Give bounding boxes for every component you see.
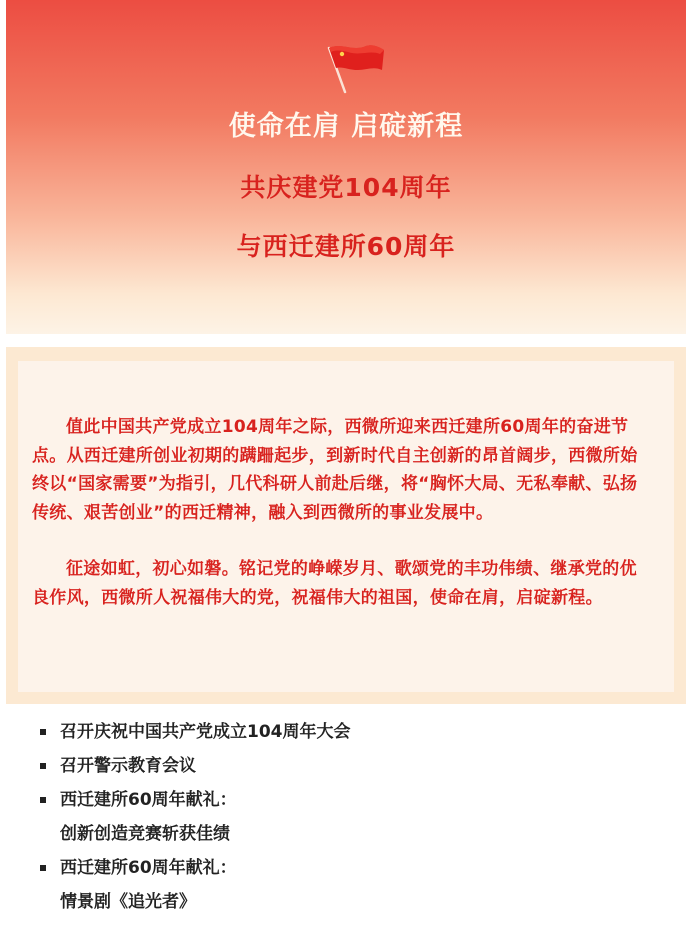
bullet-icon: [40, 729, 46, 735]
list-item-3[interactable]: [0, 786, 698, 848]
list-item-title[interactable]: 西迁建所60周年献礼：: [60, 858, 237, 878]
list-item-title[interactable]: 召开庆祝中国共产党成立104周年大会: [60, 722, 351, 742]
bullet-icon: [40, 865, 46, 871]
article-list: [0, 718, 698, 916]
list-item-1[interactable]: [0, 718, 698, 746]
list-item-subtitle[interactable]: 情景剧《追光者》: [60, 892, 196, 912]
header-banner: [6, 0, 686, 334]
bullet-icon: [40, 763, 46, 769]
intro-paragraph-2: 征途如虹，初心如磐。铭记党的峥嵘岁月、歌颂党的丰功伟绩、继承党的优良作风，西微所人祝福伟大的党，祝福伟大的祖国，使命在肩，启碇新程。: [32, 559, 637, 608]
list-item-title[interactable]: 召开警示教育会议: [60, 756, 196, 776]
intro-card-body: [18, 361, 674, 692]
intro-card: [6, 347, 686, 704]
page-subtitle-1: 共庆建党104周年: [240, 173, 452, 202]
page-subtitle-2: 与西迁建所60周年: [236, 232, 456, 261]
list-item-2[interactable]: [0, 752, 698, 780]
list-item-subtitle[interactable]: 创新创造竞赛斩获佳绩: [60, 824, 230, 844]
list-item-title[interactable]: 西迁建所60周年献礼：: [60, 790, 237, 810]
list-item-4[interactable]: [0, 854, 698, 916]
party-flag-icon: [320, 40, 390, 96]
page-title: 使命在肩 启碇新程: [228, 111, 464, 142]
intro-paragraph-1: 值此中国共产党成立104周年之际，西微所迎来西迁建所60周年的奋进节点。从西迁建所创业初期的蹒跚起步，到新时代自主创新的昂首阔步，西微所始终以“国家需要”为指引，几代科研人前赴后继，将“胸怀大局、无私奉献、弘扬传统、艰苦创业”的西迁精神，融入到西微所的事业发展中。: [32, 417, 638, 523]
bullet-icon: [40, 797, 46, 803]
